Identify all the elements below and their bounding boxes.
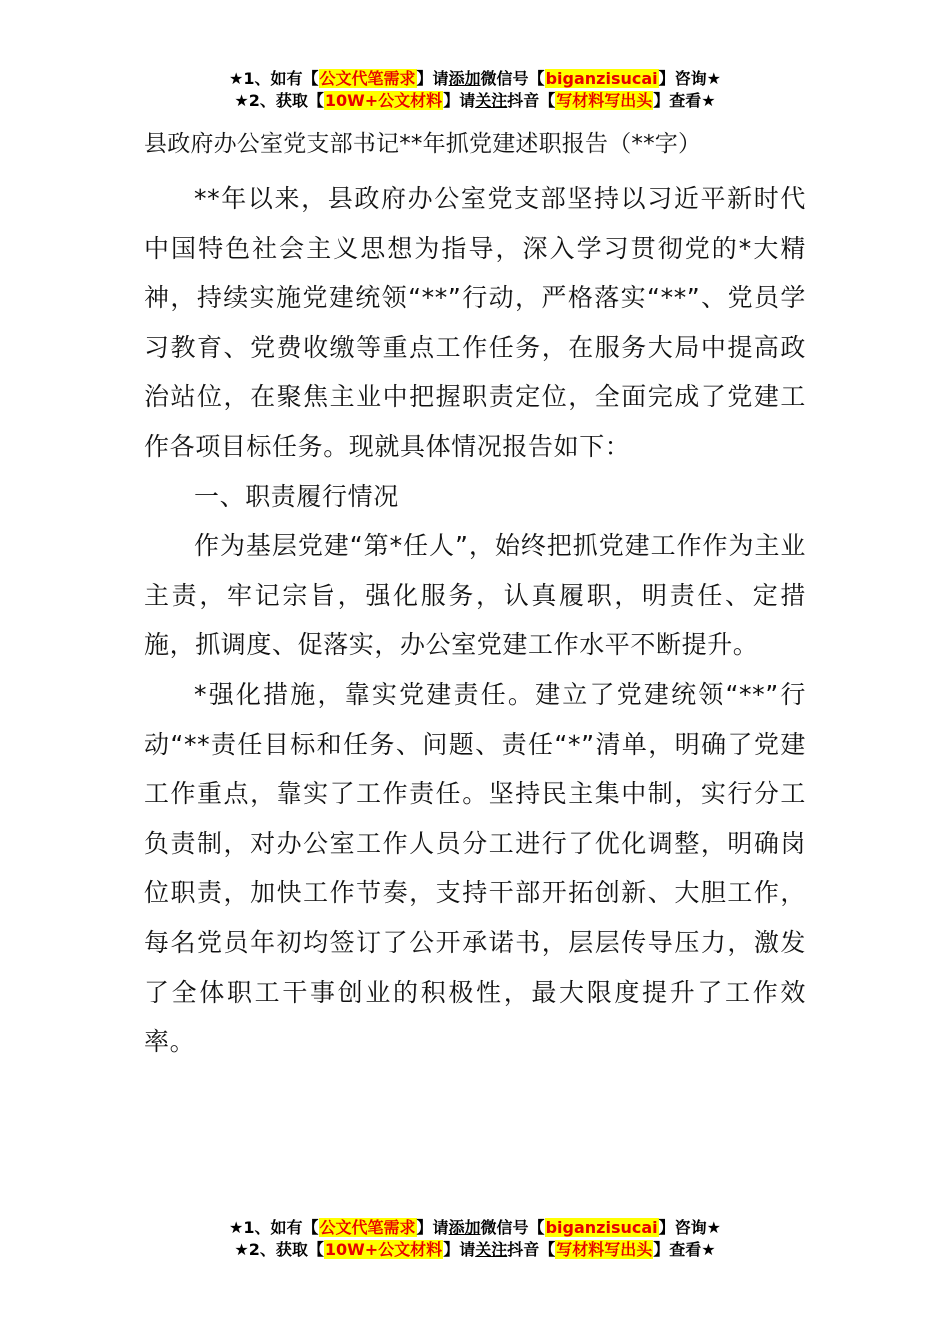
promo-line-2 (0, 90, 950, 112)
footer-promo-banner (0, 1217, 950, 1261)
promo-line-1-mid-1: 】请 (416, 69, 449, 88)
document-body (144, 174, 806, 1067)
section-heading: 一、职责履行情况 (194, 481, 399, 511)
promo-line-1-highlight-1: 公文代笔需求 (319, 69, 416, 88)
body-paragraph: *强化措施，靠实党建责任。建立了党建统领“**”行动“**责任目标和任务、问题、责任“*”清单，明确了党建工作重点，靠实了工作责任。坚持民主集中制，实行分工负责制，对办公室工作人员分工进行了优化调整，明确岗位职责，加快工作节奏，支持干部开拓创新、大胆工作，每名党员年初均签订了公开承诺书，层层传导压力，激发了全体职工干事创业的积极性，最大限度提升了工作效率。 (144, 679, 806, 1057)
promo-line-1-underlined: 添加 (448, 69, 481, 88)
promo-line-2-mid-1: 】请 (443, 1240, 476, 1259)
promo-line-2-mid-2: 抖音【 (507, 1240, 556, 1259)
promo-line-1-highlight-1: 公文代笔需求 (319, 1218, 416, 1237)
intro-paragraph: **年以来，县政府办公室党支部坚持以习近平新时代中国特色社会主义思想为指导，深入学习贯彻党的*大精神，持续实施党建统领“**”行动，严格落实“**”、党员学习教育、党费收缴等重点工作任务，在服务大局中提高政治站位，在聚焦主业中把握职责定位，全面完成了党建工作各项目标任务。现就具体情况报告如下： (144, 184, 806, 461)
promo-line-1 (0, 68, 950, 90)
promo-line-1-prefix: ★1、如有【 (229, 1218, 319, 1237)
promo-line-1-prefix: ★1、如有【 (229, 69, 319, 88)
promo-line-2-suffix: 】查看★ (653, 91, 716, 110)
promo-line-2-highlight-1: 10W+公文材料 (324, 1240, 443, 1259)
promo-line-1-underlined: 添加 (448, 1218, 481, 1237)
promo-line-2-suffix: 】查看★ (653, 1240, 716, 1259)
promo-line-2-highlight-2: 写材料写出头 (556, 91, 653, 110)
promo-line-1 (0, 1217, 950, 1239)
promo-line-1-suffix: 】咨询★ (658, 1218, 721, 1237)
promo-line-2-mid-1: 】请 (443, 91, 476, 110)
promo-line-1-mid-2: 微信号【 (480, 69, 545, 88)
header-promo-banner (0, 68, 950, 112)
promo-line-2-mid-2: 抖音【 (507, 91, 556, 110)
promo-line-2-highlight-2: 写材料写出头 (556, 1240, 653, 1259)
promo-line-1-mid-2: 微信号【 (480, 1218, 545, 1237)
body-paragraph: 作为基层党建“第*任人”，始终把抓党建工作作为主业主责，牢记宗旨，强化服务，认真履职，明责任、定措施，抓调度、促落实，办公室党建工作水平不断提升。 (144, 531, 806, 660)
promo-line-1-highlight-2: biganzisucai (545, 1218, 658, 1237)
promo-line-2-prefix: ★2、获取【 (234, 1240, 324, 1259)
promo-line-1-mid-1: 】请 (416, 1218, 449, 1237)
promo-line-1-suffix: 】咨询★ (658, 69, 721, 88)
promo-line-1-highlight-2: biganzisucai (545, 69, 658, 88)
promo-line-2-prefix: ★2、获取【 (234, 91, 324, 110)
promo-line-2-highlight-1: 10W+公文材料 (324, 91, 443, 110)
promo-line-2 (0, 1239, 950, 1261)
promo-line-2-underlined: 关注 (475, 91, 508, 110)
promo-line-2-underlined: 关注 (475, 1240, 508, 1259)
document-title: 县政府办公室党支部书记**年抓党建述职报告（**字） (144, 131, 702, 157)
